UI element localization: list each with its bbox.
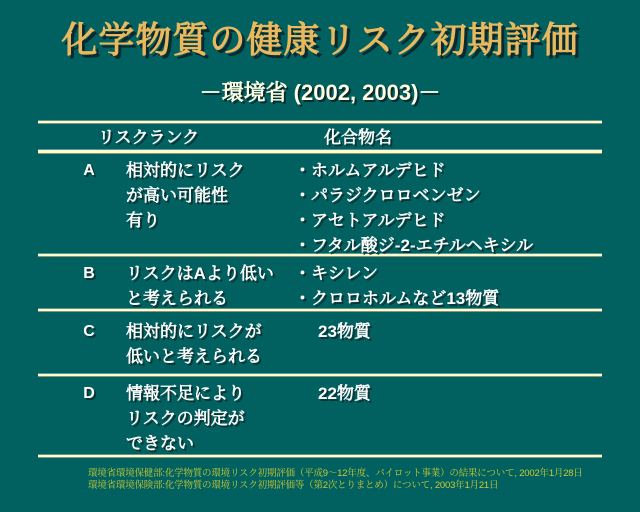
rank-description-line: できない	[126, 434, 194, 453]
rank-description-line: が高い可能性	[126, 186, 228, 205]
footer-reference-line-1: 環境省環境保健部:化学物質の環境リスク初期評価（平成9～12年度、パイロット事業）の結果について, 2002年1月28日	[88, 468, 583, 479]
rank-description	[126, 158, 294, 258]
compound-list-item: ・パラジクロロベンゼン	[294, 186, 481, 205]
rank-description-line: 情報不足により	[126, 384, 245, 403]
substance-count	[294, 319, 602, 374]
table-row-rank-d	[38, 377, 602, 455]
compound-list	[294, 158, 602, 258]
table-header-row	[38, 124, 602, 150]
compound-list-item: ・フタル酸ジ-2-エチルヘキシル	[294, 236, 534, 255]
rank-description-line: と考えられる	[126, 289, 228, 308]
table-row-rank-c	[38, 312, 602, 374]
compound-list-item: ・クロロホルムなど13物質	[294, 289, 500, 308]
rank-description-line: リスクはAより低い	[126, 264, 274, 283]
compound-list-item: ・ホルムアルデヒド	[294, 161, 446, 180]
substance-count	[294, 381, 602, 456]
compound-list-item: ・アセトアルデヒド	[294, 211, 446, 230]
table-body	[38, 154, 602, 458]
rank-description-line: 相対的にリスクが	[126, 322, 262, 341]
rank-description-line: 相対的にリスク	[126, 161, 245, 180]
substance-count-value: 22物質	[318, 384, 371, 403]
rank-letter: C	[83, 323, 95, 340]
rank-description	[126, 261, 294, 311]
page-title: 化学物質の健康リスク初期評価	[61, 19, 579, 60]
table-row-rank-a	[38, 154, 602, 254]
header-risk-rank: リスクランク	[97, 127, 200, 147]
rank-letter: A	[83, 162, 95, 179]
rank-description-line: リスクの判定が	[126, 409, 245, 428]
compound-list	[294, 261, 602, 311]
rank-description	[126, 381, 294, 456]
rank-letter: D	[83, 385, 95, 402]
rank-letter: B	[83, 265, 95, 282]
compound-list-item: ・キシレン	[294, 264, 378, 283]
footer-references	[88, 468, 608, 492]
risk-rank-table	[38, 121, 602, 458]
rank-description-line: 低いと考えられる	[126, 347, 262, 366]
page-subtitle: －環境省 (2002, 2003)－	[199, 80, 441, 105]
substance-count-value: 23物質	[318, 322, 371, 341]
rank-description-line: 有り	[126, 211, 160, 230]
footer-reference-line-2: 環境省環境保険部:化学物質の環境リスク初期評価等（第2次とりまとめ）について, 2003年1月21日	[88, 480, 499, 491]
header-compound-name: 化合物名	[324, 127, 392, 147]
rank-description	[126, 319, 294, 374]
table-row-rank-b	[38, 257, 602, 309]
